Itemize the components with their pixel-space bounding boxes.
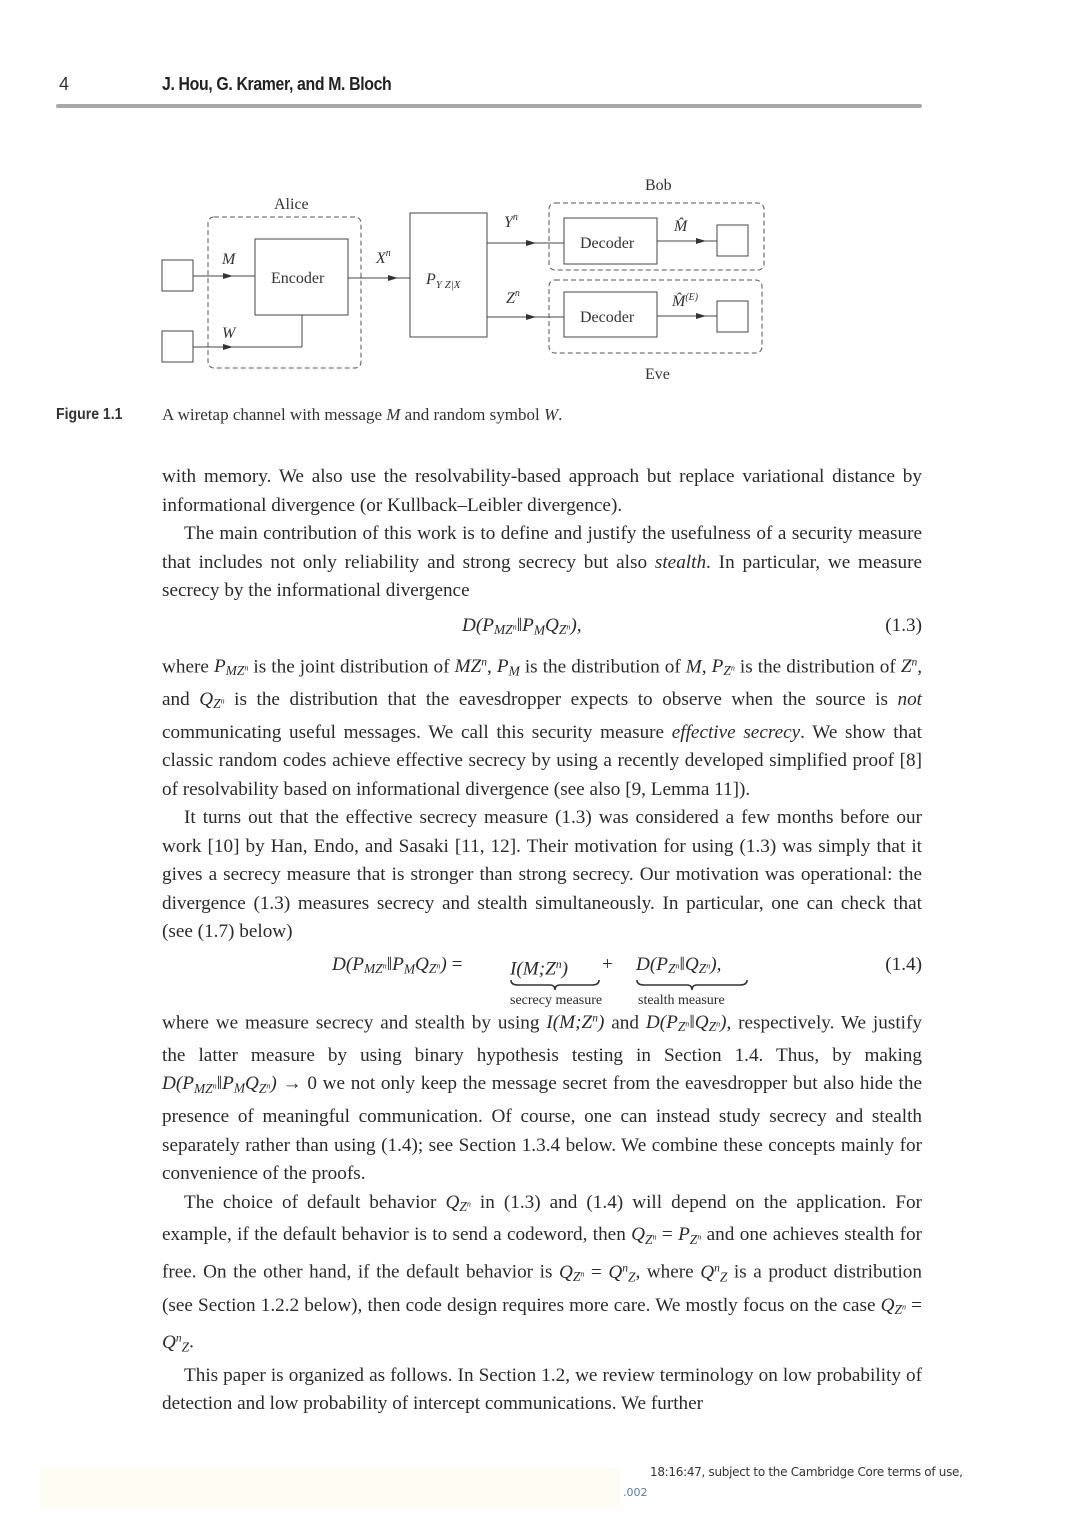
bob-label: Bob [645,177,672,194]
m-hat-label: M̂ [674,218,688,235]
divergence-term: $D(P_{Z^n}‖Q_{Z^n})$, [636,953,722,976]
channel-box [410,213,487,337]
encoder-label: Encoder [271,270,325,287]
bob-sink-box [717,225,748,256]
paragraph: The choice of default behavior $Q_{Z^n}$ in (1.3) and (1.4) will depend on the application. For example, if the default behavior is to send a codeword, then $Q_{Z^n} = P_{Z^n}$ and one achieves stealth for free. On the other hand, if the default behavior is $Q_{Z^n} = Q^n_Z$, where $Q^n_Z$ is a product distribution (see Section 1.2.2 below), then code design requires more care. We mostly focus on the case $Q_{Z^n} = Q^n_Z$. [162,1191,923,1355]
running-head-authors: J. Hou, G. Kramer, and M. Bloch [162,74,392,94]
paragraph: The main contribution of this work is to define and justify the usefulness of a security measure that includes not only reliability and strong secrecy but also stealth. In particular, we measure secrecy by the informational divergence [162,523,922,601]
paragraph: This paper is organized as follows. In Section 1.2, we review terminology on low probability of detection and low probability of intercept communications. We further [162,1364,922,1415]
channel-label: $P_{Y Z|X}$ [426,271,461,291]
equation-1-4 [162,947,922,1008]
body-text [162,463,922,1419]
m-hat-e-label: M̂$^{(E)}$ [672,292,699,310]
paragraph: where we measure secrecy and stealth by using $I(M;Z^n)$ and $D(P_{Z^n}‖Q_{Z^n})$, respectively. We justify the latter measure by using binary hypothesis testing in Section 1.4. Thus, by making $D(P_{MZ^n}‖P_MQ_{Z^n}) \to 0$ we not only keep the message secret from the eavesdropper but also hide the presence of meaningful communication. Of course, one can instead study secrecy and stealth separately rather than using (1.4); see Section 1.3.4 below. We combine these concepts mainly for convenience of the proofs. [162,1011,922,1185]
paragraph: where $P_{MZ^n}$ is the joint distribution of $MZ^n$, $P_M$ is the distribution of M, $P_{Z^n}$ is the distribution of $Z^n$, and $Q_{Z^n}$ is the distribution that the eavesdropper expects to observe when the source is not communicating useful messages. We call this security measure effective secrecy. We show that classic random codes achieve effective secrecy by using a recently developed simplified proof [8] of resolvability based on informational divergence (see also [9, Lemma 11]). [162,655,923,800]
eve-decoder-label: Decoder [580,309,635,326]
zn-label: $Z^n$ [506,288,520,307]
equation-1-3 [162,606,922,649]
footer-terms-note: 18:16:47, subject to the Cambridge Core terms of use, [650,1465,963,1479]
figure-label: Figure 1.1 [56,406,123,423]
equation-number: (1.4) [885,953,922,975]
eve-sink-box [717,301,748,332]
wiretap-diagram [150,168,790,393]
plus-sign: + [602,953,613,975]
yn-label: $Y^n$ [504,212,518,231]
xn-label: $X^n$ [376,248,391,267]
footer-highlight [40,1468,620,1508]
eve-label: Eve [645,366,670,383]
caption-text: A wiretap channel with message M and random symbol W. [162,405,563,424]
running-header [56,74,922,98]
header-rule [56,104,922,108]
equation-expression: $D(P_{MZ^n}‖P_MQ_{Z^n})$, [462,614,582,637]
footer-doi-link[interactable]: .002 [623,1486,648,1499]
equation-number: (1.3) [885,614,922,636]
paragraph: It turns out that the effective secrecy measure (1.3) was considered a few months before our work [10] by Han, Endo, and Sasaki [11, 12]. Their motivation for using (1.3) was simply that it gives a secrecy measure that is stronger than strong secrecy. Our motivation was operational: the divergence (1.3) measures secrecy and stealth simultaneously. In particular, one can check that (see (1.7) below) [162,807,922,943]
mutual-information-term: $I(M;Z^n)$ [510,957,568,979]
paragraph: with memory. We also use the resolvability-based approach but replace variational distance by informational divergence (or Kullback–Leibler divergence). [162,466,922,516]
alice-label: Alice [274,196,309,213]
secrecy-measure-label: secrecy measure [510,992,603,1008]
stealth-measure-label: stealth measure [638,992,725,1008]
figure-wiretap-channel [150,168,790,393]
page-number: 4 [59,74,70,94]
source-w-box [162,331,193,362]
bob-decoder-label: Decoder [580,235,635,252]
m-label: M [222,251,236,268]
equation-lhs: $D(P_{MZ^n}‖P_MQ_{Z^n})$ = [332,953,463,976]
w-label: W [222,325,236,342]
source-m-box [162,260,193,291]
